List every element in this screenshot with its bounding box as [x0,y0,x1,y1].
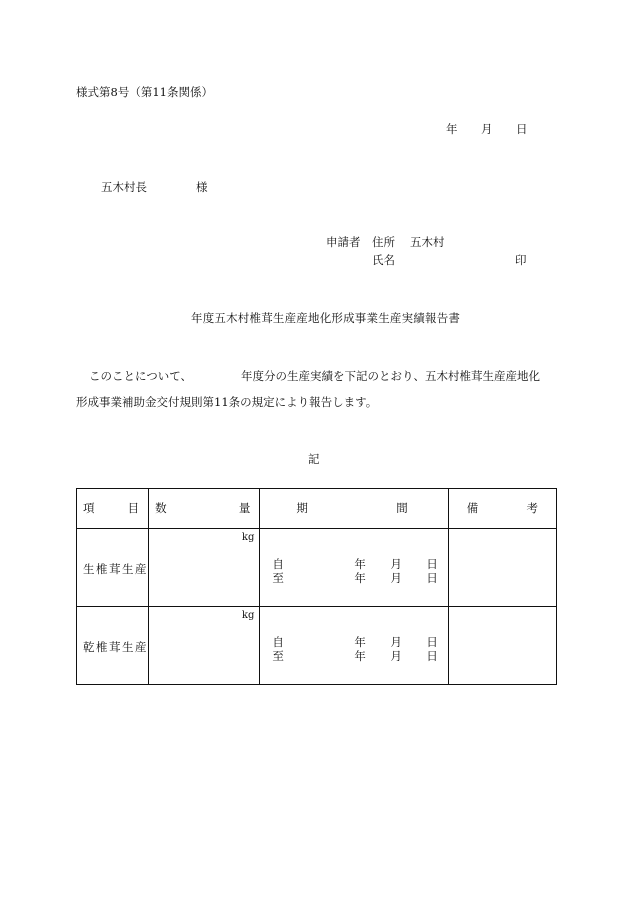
period-from-day: 日 [426,557,438,571]
period-to-day: 日 [426,571,438,585]
header-period-char1: 期 [296,501,308,515]
header-quantity-char2: 量 [238,501,251,515]
period-from-line [272,634,442,648]
item-cell [77,529,149,607]
period-to-line [272,570,442,584]
header-quantity [149,489,260,529]
document-title: 年度五木村椎茸生産産地化形成事業生産実績報告書 [191,311,461,325]
period-to-year: 年 [354,571,366,585]
period-from-label: 自 [272,635,284,649]
applicant-label: 申請者 [326,235,361,249]
report-table [76,488,557,685]
remarks-cell[interactable] [448,529,556,607]
name-label: 氏名 [372,253,395,267]
addressee-name: 五木村長 [101,180,147,194]
quantity-unit: kg [241,532,255,543]
period-cell[interactable] [260,607,448,685]
item-label: 生椎茸生産 [83,562,148,576]
period-from-day: 日 [426,635,438,649]
header-remarks [448,489,556,529]
date-year-label: 年 [446,122,458,136]
period-to-label: 至 [272,649,284,663]
period-from-label: 自 [272,557,284,571]
address-label: 住所 [372,235,395,249]
item-label: 乾椎茸生産 [83,640,148,654]
period-to-label: 至 [272,571,284,585]
header-item-char2: 目 [127,501,140,515]
address-value: 五木村 [410,235,445,249]
header-remarks-char1: 備 [466,501,479,515]
period-to-month: 月 [390,571,402,585]
body-text-line1b: 年度分の生産実績を下記のとおり、五木村椎茸生産産地化 [241,369,540,383]
period-from-month: 月 [390,635,402,649]
header-remarks-char2: 考 [526,501,538,515]
period-cell[interactable] [260,529,448,607]
header-item-char1: 項 [83,501,95,515]
period-to-line [272,648,442,662]
table-header-row [77,489,557,529]
period-from-year: 年 [354,635,366,649]
item-cell [77,607,149,685]
period-to-month: 月 [390,649,402,663]
form-number: 様式第8号（第11条関係） [76,85,213,99]
body-text-line2: 形成事業補助金交付規則第11条の規定により報告します。 [76,395,378,409]
table-row [77,607,557,685]
quantity-unit: kg [241,610,255,621]
header-period [260,489,448,529]
header-period-char2: 間 [396,501,408,515]
period-from-year: 年 [354,557,366,571]
header-item [77,489,149,529]
period-from-line [272,556,442,570]
date-month-label: 月 [481,122,493,136]
body-text-line1a: このことについて、 [89,369,193,383]
quantity-cell[interactable] [149,529,260,607]
date-day-label: 日 [516,122,528,136]
header-quantity-char1: 数 [155,501,167,515]
addressee-suffix: 様 [196,180,208,194]
period-to-day: 日 [426,649,438,663]
remarks-cell[interactable] [448,607,556,685]
quantity-cell[interactable] [149,607,260,685]
ki-heading: 記 [308,452,320,466]
seal-mark: 印 [515,253,527,267]
period-to-year: 年 [354,649,366,663]
period-from-month: 月 [390,557,402,571]
table-row [77,529,557,607]
